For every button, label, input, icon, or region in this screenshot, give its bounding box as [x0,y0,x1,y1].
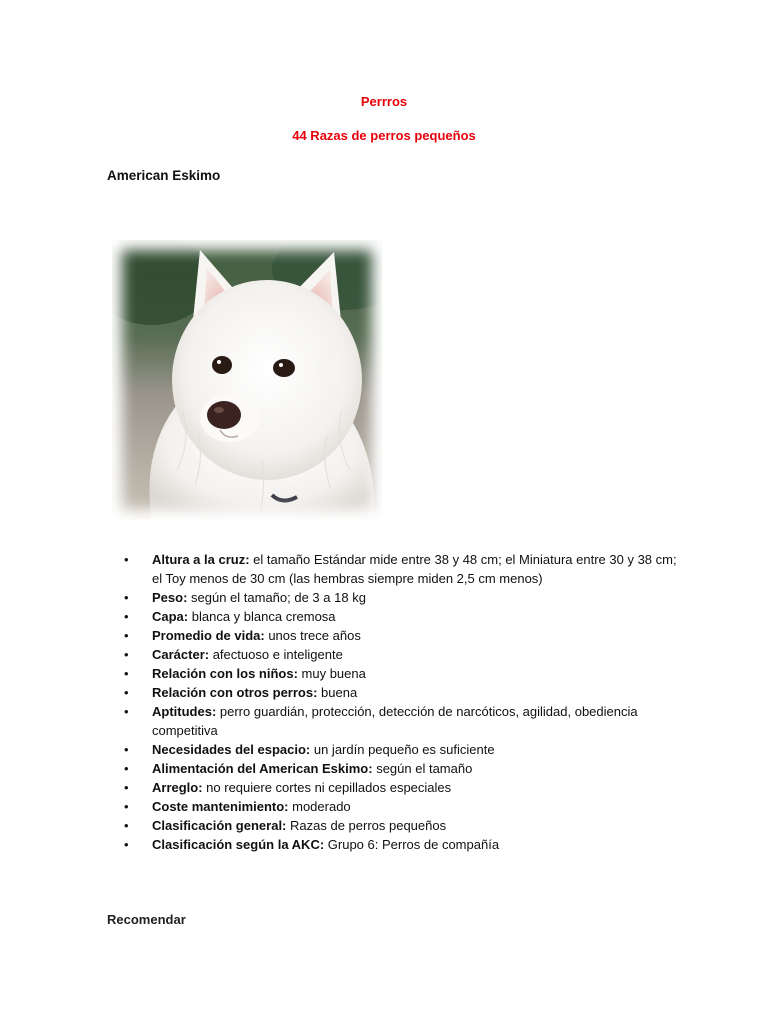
trait-label: Clasificación según la AKC: [152,837,325,852]
trait-item [124,759,684,778]
page-subtitle: 44 Razas de perros pequeños [292,128,476,143]
bullet-icon: • [124,685,129,700]
dog-photo [112,240,382,520]
bullet-icon: • [124,666,129,681]
trait-label: Coste mantenimiento: [152,799,289,814]
trait-label: Altura a la cruz: [152,552,250,567]
trait-label: Relación con otros perros: [152,685,318,700]
trait-label: Capa: [152,609,189,624]
trait-item [124,835,684,854]
trait-label: Alimentación del American Eskimo: [152,761,373,776]
trait-item [124,702,684,740]
bullet-icon: • [124,837,129,852]
trait-value: unos trece años [264,628,361,643]
trait-item [124,550,684,588]
trait-value: según el tamaño [372,761,473,776]
breed-heading: American Eskimo [107,168,221,183]
bullet-icon: • [124,704,129,719]
trait-label: Promedio de vida: [152,628,265,643]
bullet-icon: • [124,742,129,757]
trait-item [124,816,684,835]
trait-item [124,664,684,683]
trait-item [124,683,684,702]
trait-value: perro guardián, protección, detección de narcóticos, agilidad, obediencia competitiva [152,704,638,738]
bullet-icon: • [124,628,129,643]
trait-value: según el tamaño; de 3 a 18 kg [187,590,366,605]
page-title: Perrros [360,94,408,109]
trait-item [124,626,684,645]
trait-label: Clasificación general: [152,818,287,833]
trait-label: Necesidades del espacio: [152,742,311,757]
bullet-icon: • [124,647,129,662]
trait-label: Relación con los niños: [152,666,298,681]
trait-value: muy buena [297,666,366,681]
trait-value: el tamaño Estándar mide entre 38 y 48 cm; el Miniatura entre 30 y 38 cm; el Toy menos de 30 cm (las hembras siempre miden 2,5 cm menos) [152,552,677,586]
trait-label: Aptitudes: [152,704,217,719]
trait-label: Carácter: [152,647,210,662]
trait-value: moderado [288,799,351,814]
trait-value: buena [317,685,358,700]
trait-value: un jardín pequeño es suficiente [310,742,495,757]
bullet-icon: • [124,552,129,567]
trait-item [124,607,684,626]
trait-item [124,588,684,607]
trait-item [124,645,684,664]
trait-item [124,797,684,816]
trait-item [124,740,684,759]
bullet-icon: • [124,799,129,814]
bullet-icon: • [124,609,129,624]
american-eskimo-dog-photo-icon [112,240,382,520]
bullet-icon: • [124,780,129,795]
bullet-icon: • [124,818,129,833]
traits-list [124,550,684,854]
trait-label: Peso: [152,590,188,605]
bullet-icon: • [124,761,129,776]
trait-value: Grupo 6: Perros de compañía [324,837,500,852]
trait-label: Arreglo: [152,780,203,795]
trait-value: no requiere cortes ni cepillados especiales [202,780,452,795]
trait-value: afectuoso e inteligente [209,647,343,662]
trait-value: Razas de perros pequeños [286,818,447,833]
trait-item [124,778,684,797]
bullet-icon: • [124,590,129,605]
trait-value: blanca y blanca cremosa [188,609,336,624]
recommend-link[interactable]: Recomendar [107,912,186,927]
